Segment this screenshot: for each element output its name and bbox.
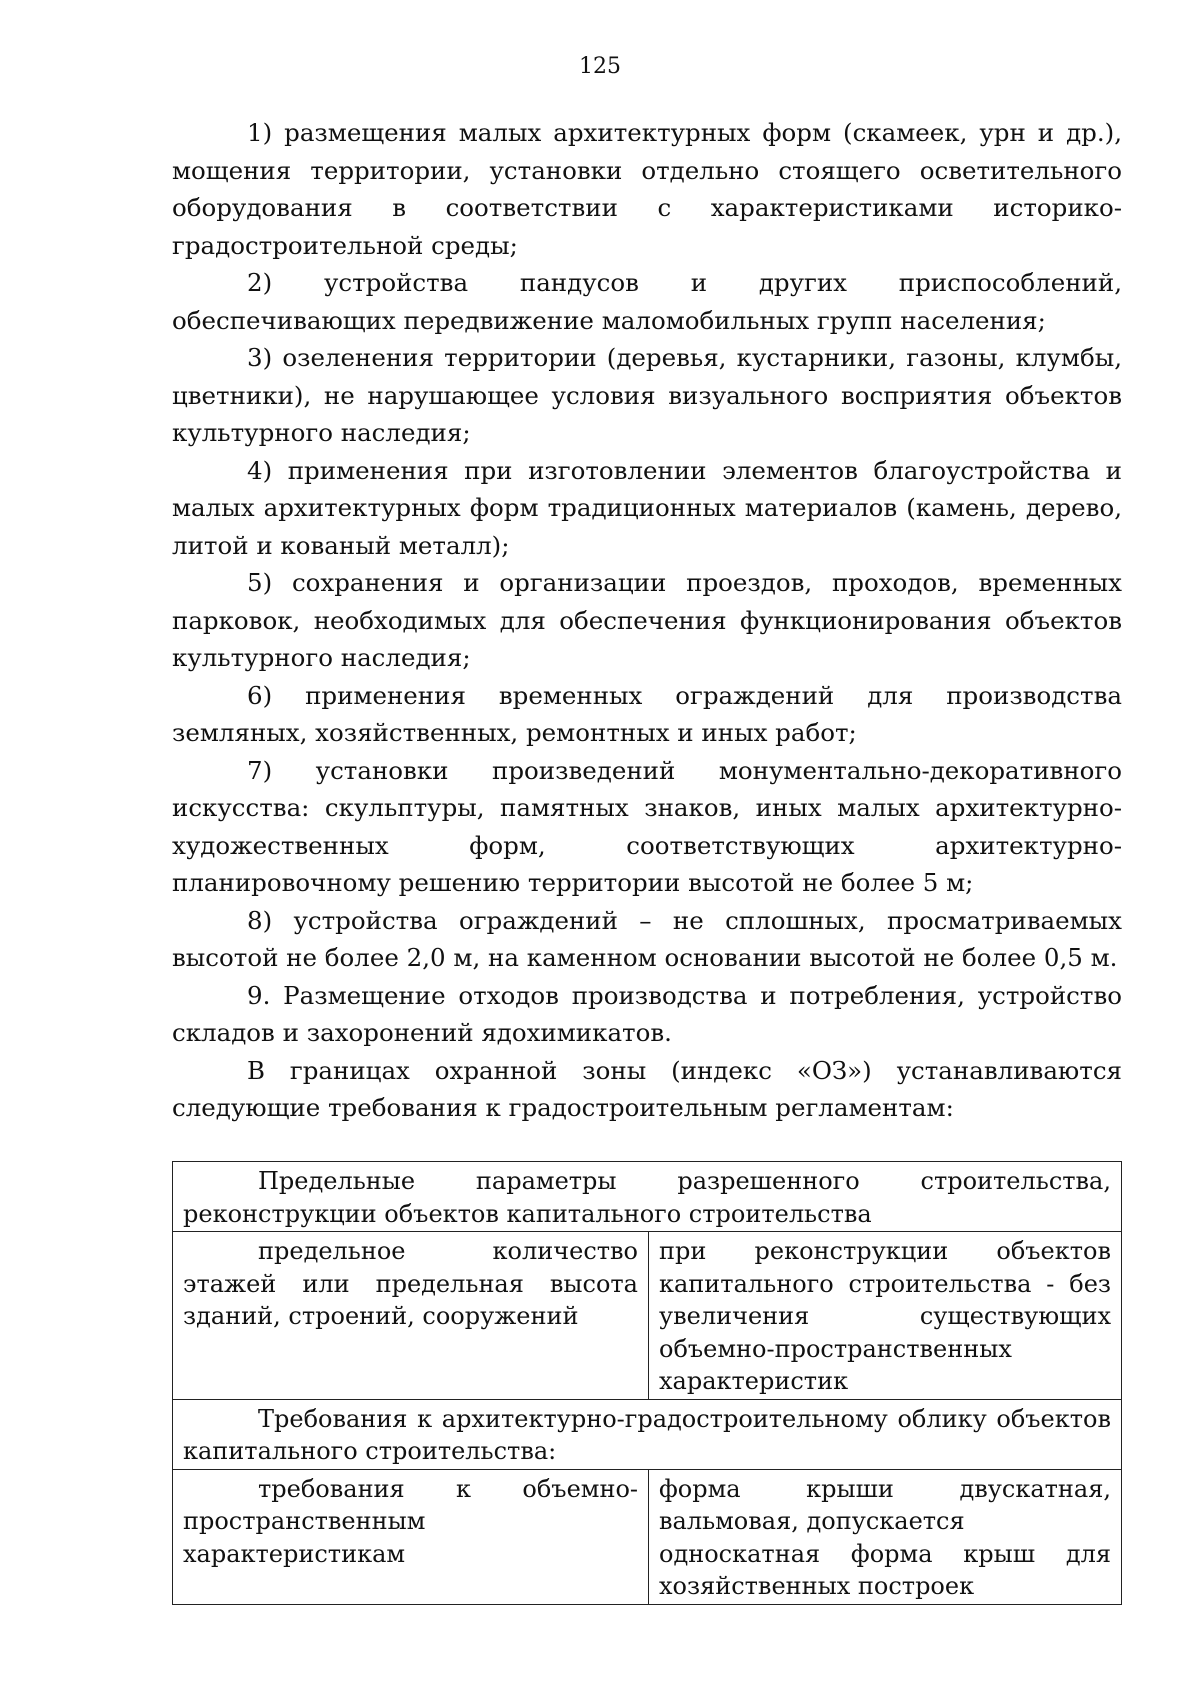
paragraph-item-1: 1) размещения малых архитектурных форм (скамеек, урн и др.), мощения территории, установки отдельно стоящего осветительного оборудования в соответствии с характеристиками историко-градостроительной среды; xyxy=(172,118,1122,260)
roof-shape-line: форма крыши двускатная, вальмовая, допускается xyxy=(659,1474,1111,1535)
section-header-parameters: Предельные параметры разрешенного строительства, реконструкции объектов капитального строительства xyxy=(173,1162,1122,1232)
body-text xyxy=(172,114,1122,1127)
regulations-table xyxy=(172,1161,1122,1605)
paragraph-item-5: 5) сохранения и организации проездов, проходов, временных парковок, необходимых для обеспечения функционирования объектов культурного наследия; xyxy=(172,568,1122,672)
page-number: 125 xyxy=(579,54,621,79)
paragraph-item-2: 2) устройства пандусов и других приспособлений, обеспечивающих передвижение маломобильных групп населения; xyxy=(172,268,1122,335)
section-header-appearance: Требования к архитектурно-градостроительному облику объектов капитального строительства: xyxy=(173,1399,1122,1469)
table-row xyxy=(173,1232,1122,1400)
cell-volume-requirements: требования к объемно-пространственным характеристикам xyxy=(173,1469,649,1604)
cell-floors-height: предельное количество этажей или предельная высота зданий, строений, сооружений xyxy=(173,1232,649,1400)
paragraph-item-4: 4) применения при изготовлении элементов благоустройства и малых архитектурных форм традиционных материалов (камень, дерево, литой и кованый металл); xyxy=(172,455,1122,560)
cell-reconstruction-rule: при реконструкции объектов капитального строительства - без увеличения существующих объемно-пространственных характеристик xyxy=(649,1232,1122,1400)
paragraph-item-9: 9. Размещение отходов производства и потребления, устройство складов и захоронений ядохимикатов. xyxy=(172,980,1122,1047)
table-row xyxy=(173,1469,1122,1604)
paragraph-item-7: 7) установки произведений монументально-декоративного искусства: скульптуры, памятных знаков, иных малых архитектурно-художественных форм, соответствующих архитектурно-планировочному решению территории высотой не более 5 м; xyxy=(172,755,1122,897)
paragraph-item-3: 3) озеленения территории (деревья, кустарники, газоны, клумбы, цветники), не нарушающее условия визуального восприятия объектов культурного наследия; xyxy=(172,343,1122,447)
paragraph-item-6: 6) применения временных ограждений для производства земляных, хозяйственных, ремонтных и иных работ; xyxy=(172,680,1122,747)
paragraph-item-8: 8) устройства ограждений – не сплошных, просматриваемых высотой не более 2,0 м, на каменном основании высотой не более 0,5 м. xyxy=(172,905,1122,972)
table-row xyxy=(173,1162,1122,1232)
table-row xyxy=(173,1399,1122,1469)
roof-outbuildings-line: односкатная форма крыш для хозяйственных построек xyxy=(659,1539,1111,1600)
paragraph-intro-oz: В границах охранной зоны (индекс «ОЗ») устанавливаются следующие требования к градостроительным регламентам: xyxy=(172,1055,1122,1122)
cell-roof-requirements xyxy=(649,1469,1122,1604)
